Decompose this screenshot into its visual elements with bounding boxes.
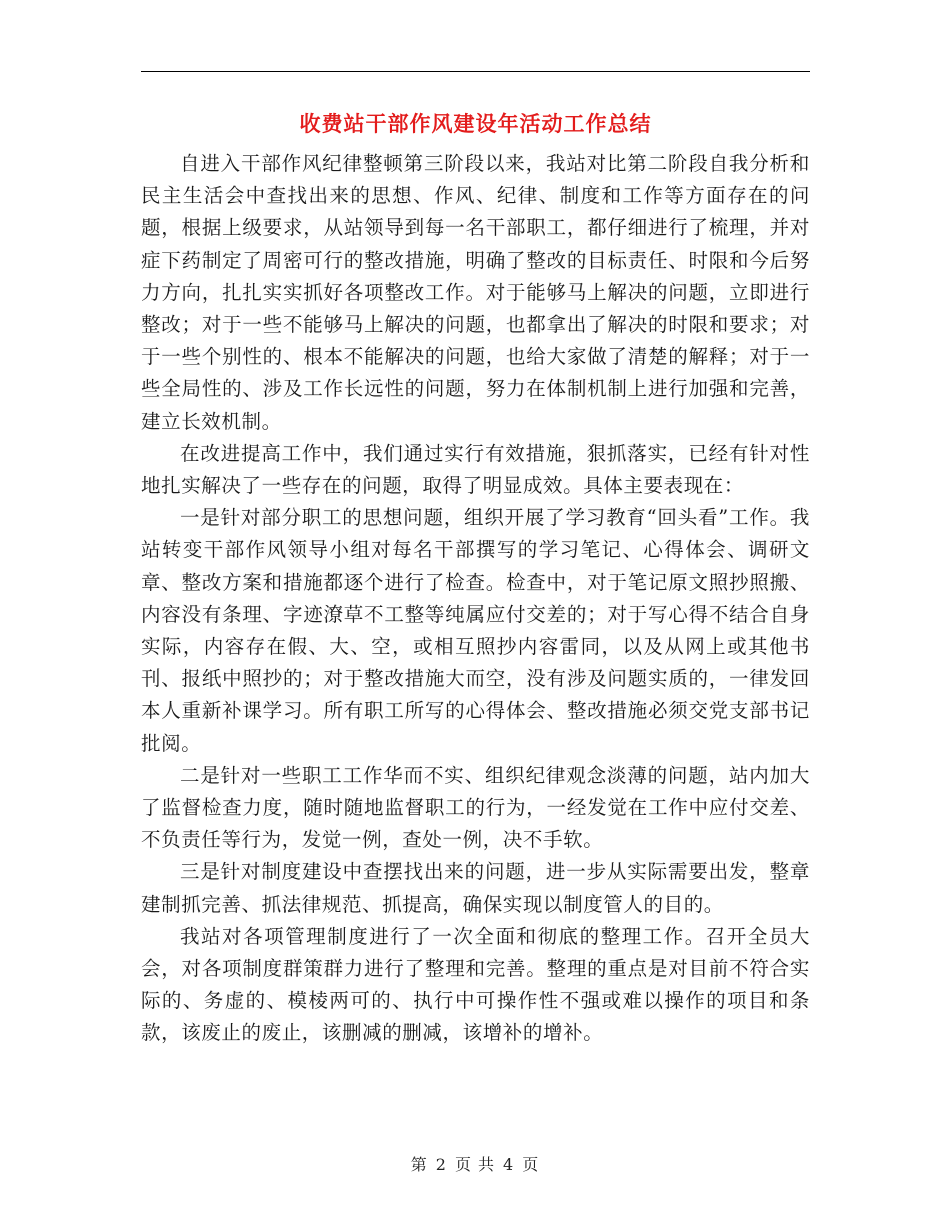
page-number: 2 [435,1155,447,1174]
document-title: 收费站干部作风建设年活动工作总结 [299,111,652,136]
paragraph-5: 三是针对制度建设中查摆找出来的问题，进一步从实际需要出发，整章建制抓完善、抓法律规范、抓提高，确保实现以制度管人的目的。 [141,860,810,916]
document-body [141,148,810,1050]
paragraph-2: 在改进提高工作中，我们通过实行有效措施，狠抓落实，已经有针对性地扎实解决了一些存在的问题，取得了明显成效。具体主要表现在： [141,441,810,498]
header-rule [141,71,810,72]
page-footer [0,1152,950,1175]
paragraph-4: 二是针对一些职工工作华而不实、组织纪律观念淡薄的问题，站内加大了监督检查力度，随时随地监督职工的行为，一经发觉在工作中应付交差、不负责任等行为，发觉一例，查处一例，决不手软。 [141,763,810,852]
paragraph-3: 一是针对部分职工的思想问题，组织开展了学习教育“回头看”工作。我站转变干部作风领导小组对每名干部撰写的学习笔记、心得体会、调研文章、整改方案和措施都逐个进行了检查。检查中，对于笔记原文照抄照搬、内容没有条理、字迹潦草不工整等纯属应付交差的；对于写心得不结合自身实际，内容存在假、大、空，或相互照抄内容雷同，以及从网上或其他书刊、报纸中照抄的；对于整改措施大而空，没有涉及问题实质的，一律发回本人重新补课学习。所有职工所写的心得体会、整改措施必须交党支部书记批阅。 [141,506,810,755]
footer-mid: 页 共 [454,1155,496,1174]
paragraph-1: 自进入干部作风纪律整顿第三阶段以来，我站对比第二阶段自我分析和民主生活会中查找出来的思想、作风、纪律、制度和工作等方面存在的问题，根据上级要求，从站领导到每一名干部职工，都仔细进行了梳理，并对症下药制定了周密可行的整改措施，明确了整改的目标责任、时限和今后努力方向，扎扎实实抓好各项整改工作。对于能够马上解决的问题，立即进行整改；对于一些不能够马上解决的问题，也都拿出了解决的时限和要求；对于一些个别性的、根本不能解决的问题，也给大家做了清楚的解释；对于一些全局性的、涉及工作长远性的问题，努力在体制机制上进行加强和完善，建立长效机制。 [141,152,810,433]
total-pages: 4 [503,1155,515,1174]
paragraph-6: 我站对各项管理制度进行了一次全面和彻底的整理工作。召开全员大会，对各项制度群策群力进行了整理和完善。整理的重点是对目前不符合实际的、务虚的、模棱两可的、执行中可操作性不强或难以操作的项目和条款，该废止的废止，该删减的删减，该增补的增补。 [141,924,810,1045]
footer-prefix: 第 [410,1155,428,1174]
footer-suffix: 页 [522,1155,540,1174]
